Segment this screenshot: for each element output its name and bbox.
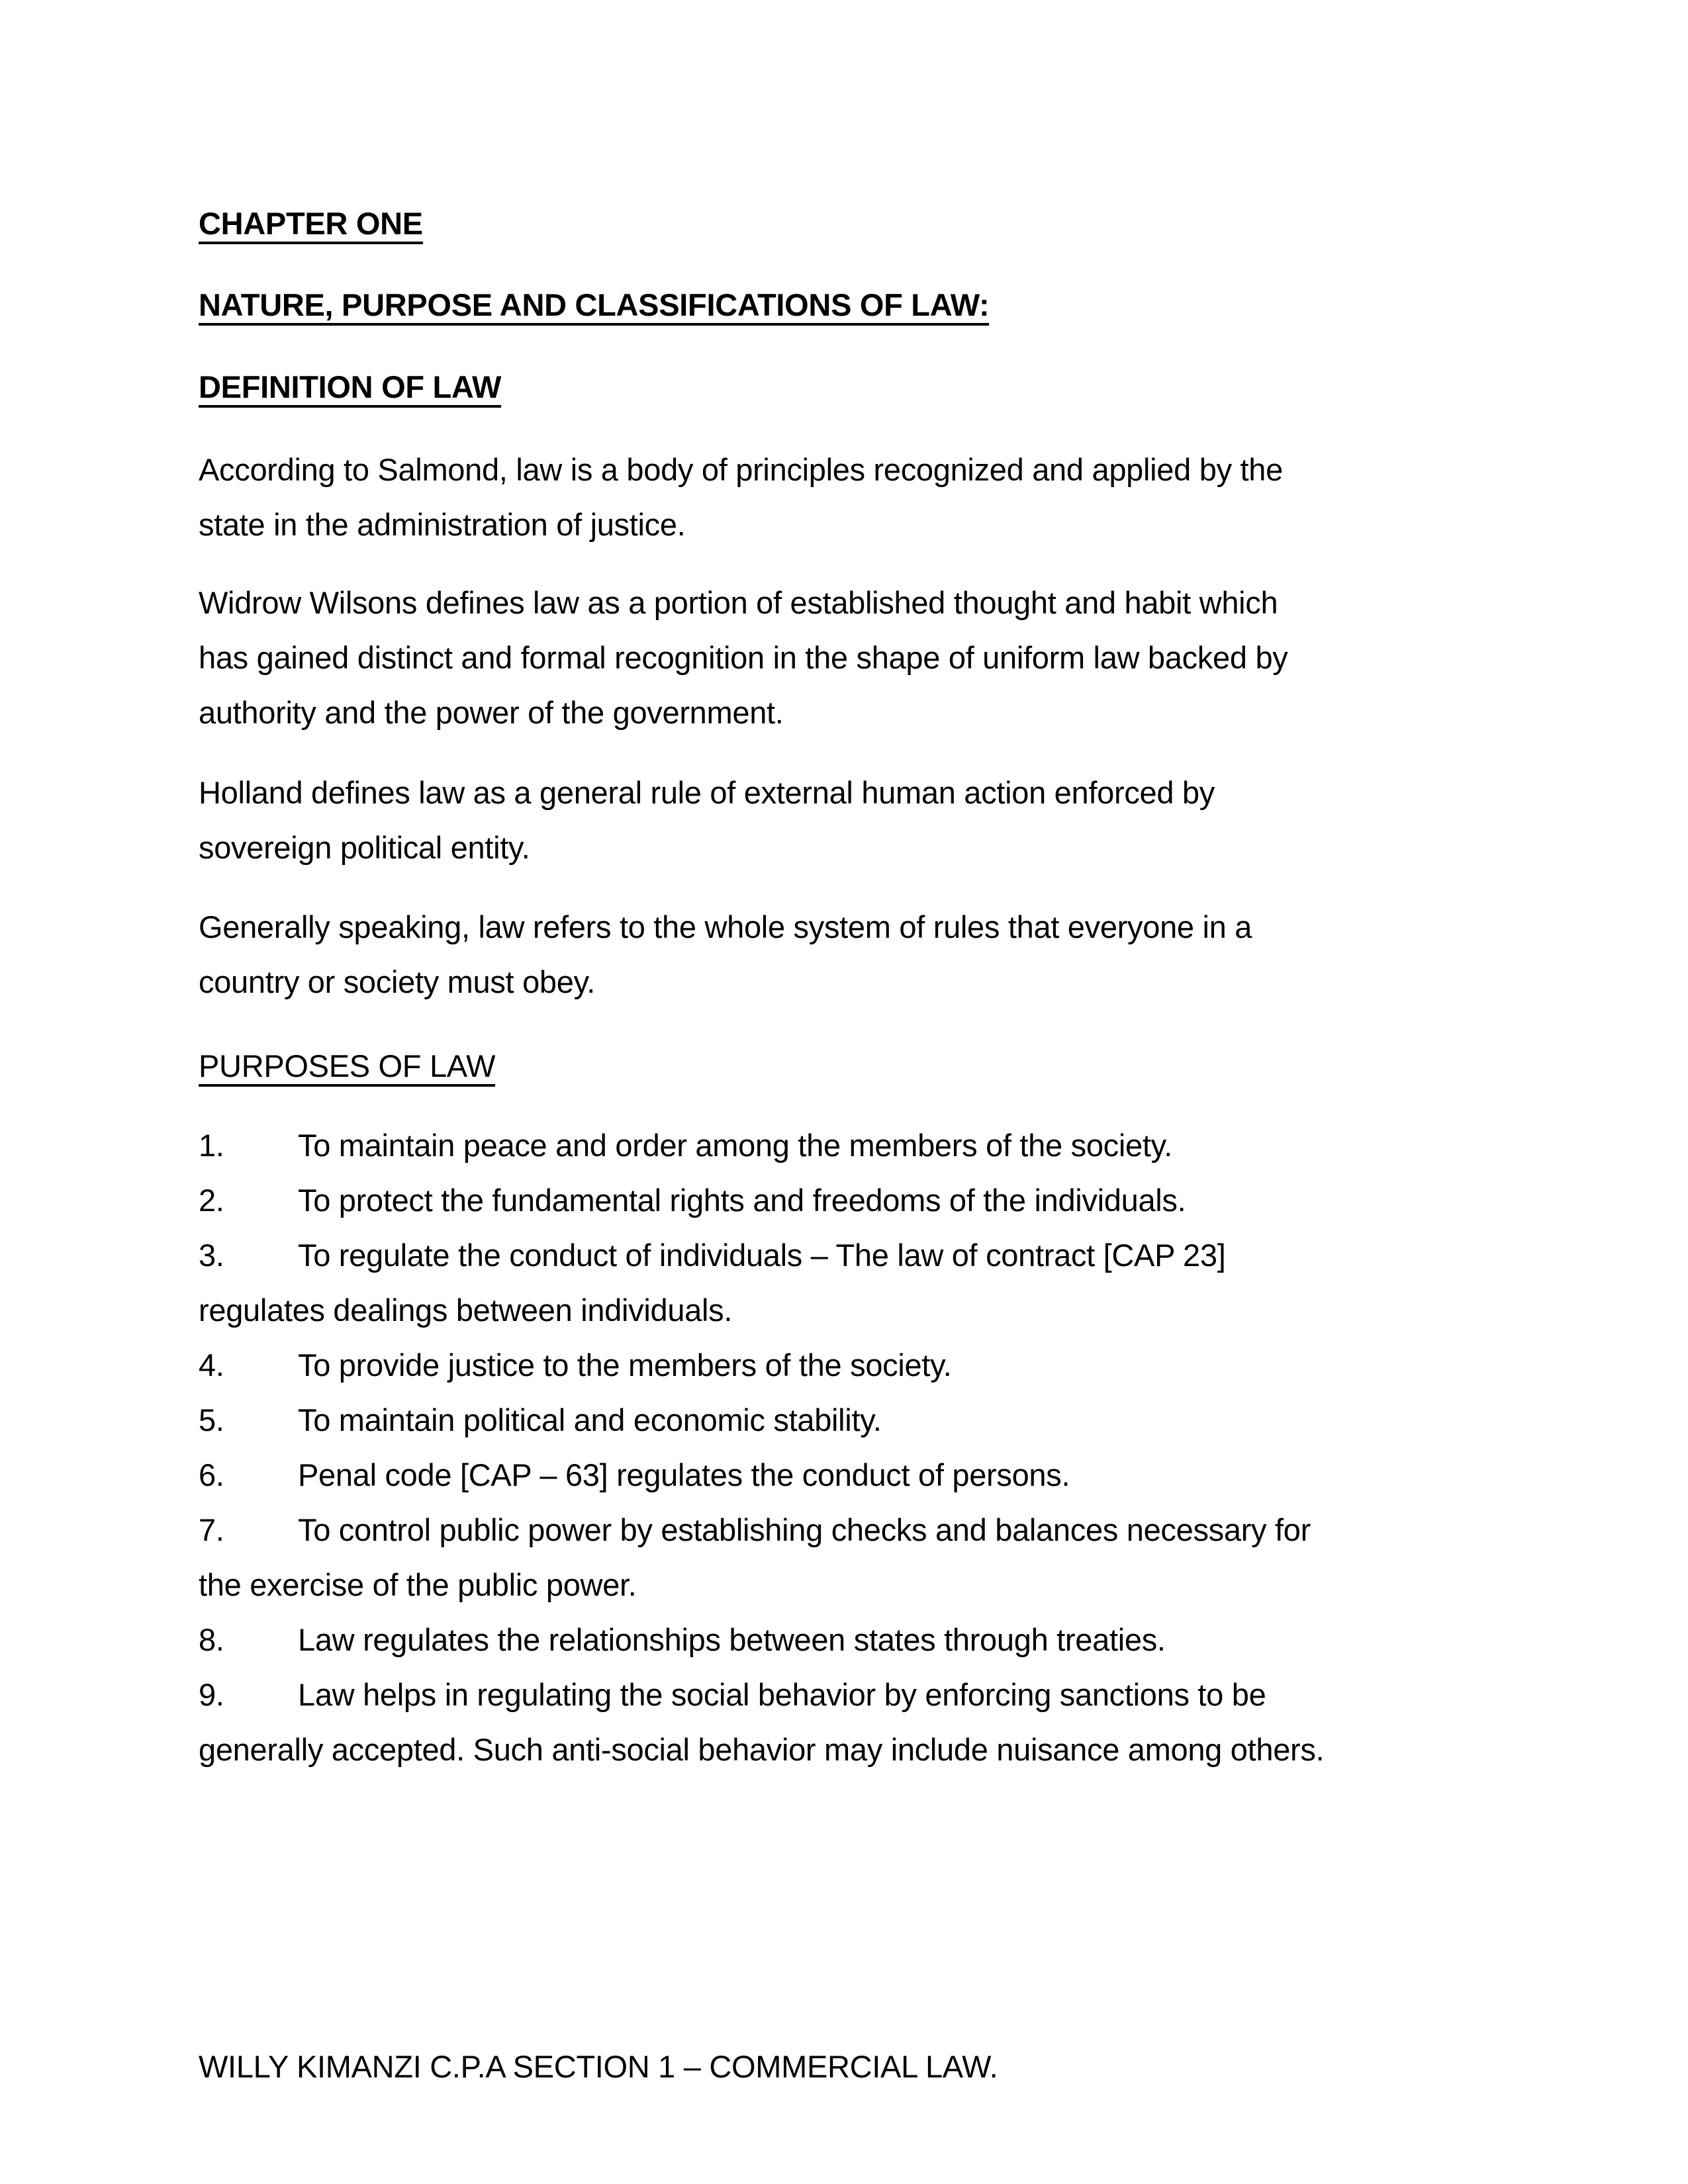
heading-title-text: NATURE, PURPOSE AND CLASSIFICATIONS OF LAW: [199, 287, 989, 326]
list-item [199, 1447, 1516, 1502]
list-item-number: 6. [199, 1457, 224, 1492]
list-item [199, 1338, 1516, 1392]
list-item-continuation: the exercise of the public power. [199, 1567, 637, 1602]
list-item-text: Penal code [CAP – 63] regulates the conduct of persons. [298, 1457, 1070, 1492]
list-item-number: 5. [199, 1402, 224, 1437]
list-item-number: 9. [199, 1677, 224, 1712]
paragraph-line: sovereign political entity. [199, 830, 530, 865]
heading-purposes-text: PURPOSES OF LAW [199, 1048, 495, 1087]
list-item [199, 1667, 1516, 1722]
list-item [199, 1392, 1516, 1447]
page-footer: WILLY KIMANZI C.P.A SECTION 1 – COMMERCIAL LAW. [199, 2049, 998, 2084]
paragraph-holland [199, 765, 1516, 875]
list-item-text: To maintain peace and order among the members of the society. [298, 1128, 1173, 1163]
paragraph-line: has gained distinct and formal recognition in the shape of uniform law backed by [199, 640, 1288, 675]
paragraph-line: Holland defines law as a general rule of external human action enforced by [199, 775, 1215, 810]
heading-purposes [199, 1038, 1516, 1093]
paragraph-line: country or society must obey. [199, 964, 596, 999]
purposes-list [199, 1118, 1516, 1777]
heading-chapter-text: CHAPTER ONE [199, 205, 423, 244]
heading-title [199, 277, 1516, 332]
list-item-text: To protect the fundamental rights and freedoms of the individuals. [298, 1183, 1186, 1218]
list-item-number: 2. [199, 1183, 224, 1218]
list-item-text: To maintain political and economic stability. [298, 1402, 882, 1437]
list-item-number: 3. [199, 1238, 224, 1273]
heading-definition [199, 359, 1516, 414]
list-item-number: 7. [199, 1512, 224, 1547]
list-item-text: Law helps in regulating the social behavior by enforcing sanctions to be [298, 1677, 1266, 1712]
list-item [199, 1502, 1516, 1557]
list-item-text: To regulate the conduct of individuals – The law of contract [CAP 23] [298, 1238, 1226, 1273]
list-item-number: 1. [199, 1128, 224, 1163]
list-item [199, 1118, 1516, 1173]
list-item-text: To control public power by establishing checks and balances necessary for [298, 1512, 1311, 1547]
paragraph-salmond [199, 442, 1516, 552]
paragraph-general [199, 899, 1516, 1009]
list-item [199, 1228, 1516, 1283]
paragraph-line: Generally speaking, law refers to the whole system of rules that everyone in a [199, 909, 1252, 944]
paragraph-line: state in the administration of justice. [199, 507, 686, 542]
heading-definition-text: DEFINITION OF LAW [199, 369, 501, 408]
list-item [199, 1173, 1516, 1228]
list-item-text: To provide justice to the members of the society. [298, 1347, 952, 1383]
paragraph-line: According to Salmond, law is a body of principles recognized and applied by the [199, 452, 1283, 487]
list-item [199, 1612, 1516, 1667]
paragraph-wilson [199, 575, 1516, 740]
heading-chapter [199, 196, 1516, 251]
list-item-continuation: regulates dealings between individuals. [199, 1293, 733, 1328]
list-item-number: 8. [199, 1622, 224, 1657]
list-item-text: Law regulates the relationships between states through treaties. [298, 1622, 1166, 1657]
paragraph-line: Widrow Wilsons defines law as a portion of established thought and habit which [199, 585, 1278, 620]
list-item-number: 4. [199, 1347, 224, 1383]
list-item-continuation: generally accepted. Such anti-social behavior may include nuisance among others. [199, 1732, 1325, 1767]
paragraph-line: authority and the power of the government. [199, 695, 784, 730]
